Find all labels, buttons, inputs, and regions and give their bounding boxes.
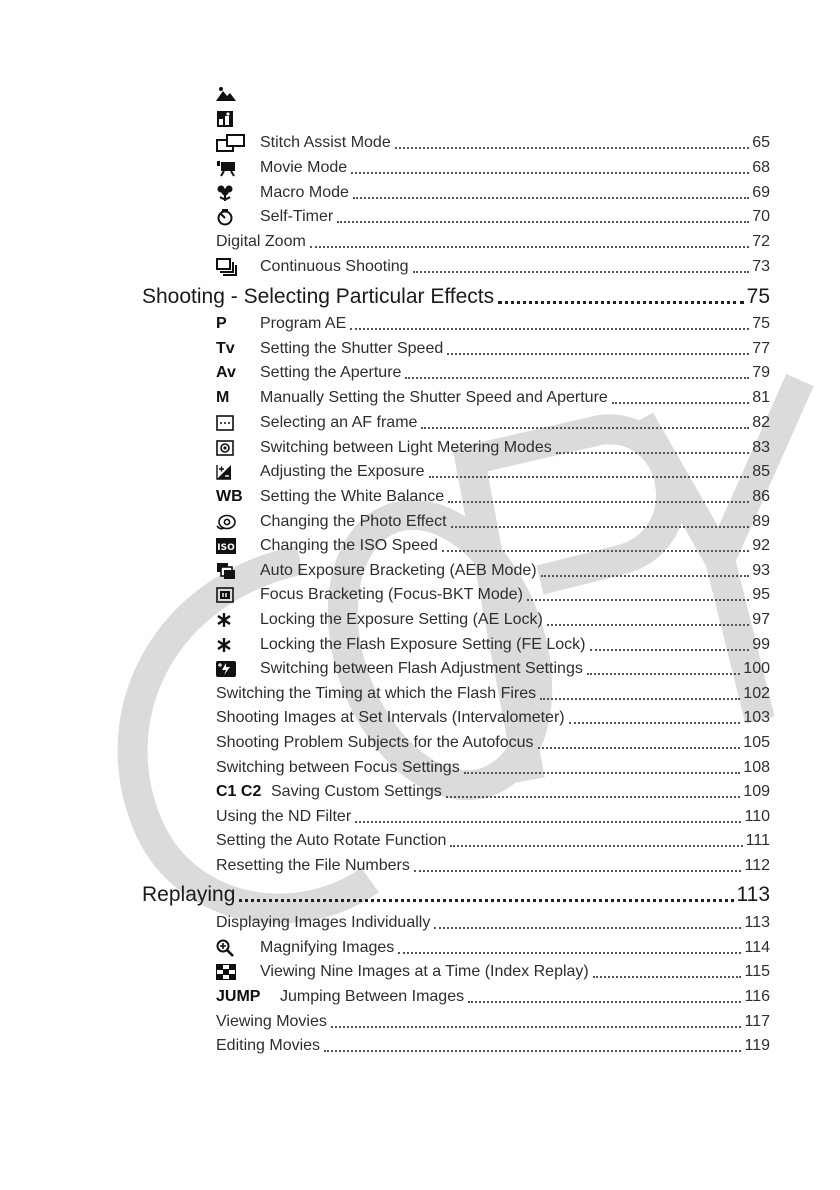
dot-leader [413, 257, 750, 273]
dot-leader [239, 885, 733, 902]
aperture-priority-icon: Av [216, 364, 236, 381]
entry-title: Setting the Aperture [260, 364, 402, 381]
page-number: 105 [743, 734, 770, 751]
dot-leader [405, 363, 749, 379]
page-number: 81 [752, 389, 770, 406]
dot-leader [355, 807, 741, 823]
entry-title: Selecting an AF frame [260, 414, 418, 431]
page-number: 77 [752, 340, 770, 357]
page-number: 113 [736, 883, 770, 906]
jump-icon: JUMP [216, 988, 261, 1005]
toc-entry[interactable] [216, 1035, 770, 1057]
dot-leader [569, 708, 741, 724]
dot-leader [590, 635, 750, 651]
entry-title: Digital Zoom [216, 233, 306, 250]
toc-entry[interactable] [216, 634, 770, 656]
movie-camera-icon [216, 157, 260, 179]
af-frame-icon [216, 412, 260, 434]
dot-leader [324, 1036, 741, 1052]
page-number: 114 [744, 939, 770, 956]
white-balance-icon: WB [216, 488, 243, 505]
dot-leader [451, 512, 750, 528]
dot-leader [464, 758, 741, 774]
entry-title: Self-Timer [260, 208, 334, 225]
dot-leader [593, 962, 742, 978]
fe-lock-icon [216, 634, 260, 656]
dot-leader [442, 536, 749, 552]
dot-leader [450, 831, 742, 847]
entry-title: Viewing Movies [216, 1013, 327, 1030]
iso-icon [216, 535, 260, 557]
toc-entry[interactable] [216, 132, 770, 154]
night-scene-icon [216, 108, 260, 130]
page-number: 95 [752, 586, 770, 603]
page-number: 103 [743, 709, 770, 726]
page-number: 72 [752, 233, 770, 250]
toc-entry[interactable] [216, 855, 770, 877]
entry-title: Manually Setting the Shutter Speed and Aperture [260, 389, 608, 406]
toc-entry[interactable] [216, 511, 770, 533]
metering-icon [216, 437, 260, 459]
toc-entry[interactable] [216, 182, 770, 204]
entry-title: Switching between Light Metering Modes [260, 439, 552, 456]
dot-leader [398, 938, 741, 954]
toc-entry[interactable] [216, 362, 770, 384]
page-number: 116 [744, 988, 770, 1005]
focus-bracketing-icon [216, 584, 260, 606]
page-number: 85 [752, 463, 770, 480]
toc-entry[interactable] [216, 1011, 770, 1033]
toc-entry[interactable] [216, 256, 770, 278]
toc-entry[interactable] [216, 757, 770, 779]
toc-entry[interactable] [216, 231, 770, 253]
entry-title: Setting the Auto Rotate Function [216, 832, 447, 849]
page-number: 99 [752, 636, 770, 653]
entry-title: Displaying Images Individually [216, 914, 431, 931]
toc-entry[interactable] [216, 157, 770, 179]
page-number: 109 [743, 783, 770, 800]
toc-entry[interactable] [216, 781, 770, 803]
page-number: 93 [752, 562, 770, 579]
custom-settings-icon: C1 C2 [216, 783, 262, 800]
page-number: 75 [752, 315, 770, 332]
page-number: 79 [752, 364, 770, 381]
toc-section-heading[interactable] [142, 881, 770, 909]
dot-leader [468, 987, 741, 1003]
toc-entry[interactable] [216, 683, 770, 705]
page-number: 119 [744, 1037, 770, 1054]
page-number: 70 [752, 208, 770, 225]
page-number: 73 [752, 258, 770, 275]
page-number: 115 [744, 963, 770, 980]
toc-entry[interactable] [216, 387, 770, 409]
manual-mode-icon: M [216, 389, 230, 406]
page-number: 112 [744, 857, 770, 874]
toc-entry[interactable] [216, 313, 770, 335]
entry-title: Changing the Photo Effect [260, 513, 447, 530]
page-number: 89 [752, 513, 770, 530]
toc-entry[interactable] [216, 707, 770, 729]
page-number: 82 [752, 414, 770, 431]
photo-effect-icon [216, 511, 260, 533]
ae-lock-icon [216, 609, 260, 631]
section-title: Shooting - Selecting Particular Effects [142, 285, 495, 308]
stitch-assist-icon [216, 132, 260, 154]
continuous-shooting-icon [216, 256, 260, 278]
toc-icon-row[interactable] [216, 108, 246, 130]
entry-title: Focus Bracketing (Focus-BKT Mode) [260, 586, 523, 603]
page-number: 97 [752, 611, 770, 628]
dot-leader [421, 413, 749, 429]
page-number: 68 [752, 159, 770, 176]
toc-entry[interactable] [216, 912, 770, 934]
entry-title: Locking the Exposure Setting (AE Lock) [260, 611, 543, 628]
entry-title: Resetting the File Numbers [216, 857, 410, 874]
dot-leader [310, 232, 749, 248]
toc-entry[interactable] [216, 486, 770, 508]
dot-leader [541, 561, 750, 577]
entry-title: Locking the Flash Exposure Setting (FE Lock) [260, 636, 586, 653]
toc-entry[interactable] [216, 961, 770, 983]
entry-title: Editing Movies [216, 1037, 321, 1054]
page-number: 111 [745, 832, 770, 849]
dot-leader [414, 856, 742, 872]
page-number: 102 [743, 685, 770, 702]
entry-title: Setting the White Balance [260, 488, 445, 505]
toc-entry[interactable] [216, 937, 770, 959]
page-number: 69 [752, 184, 770, 201]
index-replay-icon [216, 961, 260, 983]
page-number: 75 [746, 285, 770, 308]
page-number: 117 [744, 1013, 770, 1030]
aeb-icon [216, 560, 260, 582]
dot-leader [448, 487, 749, 503]
toc-section-heading[interactable] [142, 283, 770, 311]
dot-leader [547, 610, 749, 626]
entry-title: Jumping Between Images [280, 988, 465, 1005]
dot-leader [538, 733, 741, 749]
toc-entry[interactable] [216, 732, 770, 754]
macro-flower-icon [216, 182, 260, 204]
toc-entry[interactable] [216, 338, 770, 360]
dot-leader [612, 388, 749, 404]
dot-leader [434, 913, 741, 929]
dot-leader [587, 659, 740, 675]
toc-entry[interactable] [216, 461, 770, 483]
entry-title: Program AE [260, 315, 347, 332]
dot-leader [395, 133, 749, 149]
dot-leader [556, 438, 749, 454]
entry-title: Auto Exposure Bracketing (AEB Mode) [260, 562, 537, 579]
toc-entry[interactable] [216, 412, 770, 434]
toc-entry[interactable] [216, 437, 770, 459]
shutter-priority-icon: Tv [216, 340, 235, 357]
entry-title: Using the ND Filter [216, 808, 352, 825]
entry-title: Saving Custom Settings [271, 783, 442, 800]
toc-entry[interactable] [216, 806, 770, 828]
entry-title: Adjusting the Exposure [260, 463, 425, 480]
dot-leader [447, 339, 749, 355]
dot-leader [429, 462, 750, 478]
entry-title: Switching between Flash Adjustment Settings [260, 660, 583, 677]
dot-leader [527, 585, 749, 601]
page-number: 113 [744, 914, 770, 931]
magnify-icon [216, 937, 260, 959]
entry-title: Switching the Timing at which the Flash Fires [216, 685, 537, 702]
toc-entry[interactable] [216, 584, 770, 606]
page-number: 86 [752, 488, 770, 505]
dot-leader [351, 158, 749, 174]
exposure-compensation-icon [216, 461, 260, 483]
entry-title: Shooting Problem Subjects for the Autofocus [216, 734, 534, 751]
entry-title: Continuous Shooting [260, 258, 409, 275]
entry-title: Macro Mode [260, 184, 349, 201]
dot-leader [350, 314, 749, 330]
dot-leader [446, 782, 741, 798]
entry-title: Stitch Assist Mode [260, 134, 391, 151]
toc-entry[interactable] [216, 609, 770, 631]
program-ae-icon: P [216, 315, 227, 332]
section-title: Replaying [142, 883, 236, 906]
entry-title: Changing the ISO Speed [260, 537, 438, 554]
flash-adjustment-icon [216, 658, 260, 680]
entry-title: Setting the Shutter Speed [260, 340, 444, 357]
toc-icon-row[interactable] [216, 83, 246, 105]
toc-entry[interactable] [216, 206, 770, 228]
dot-leader [337, 207, 749, 223]
toc-entry[interactable] [216, 986, 770, 1008]
dot-leader [498, 287, 744, 304]
page-number: 110 [744, 808, 770, 825]
page-number: 83 [752, 439, 770, 456]
entry-title: Movie Mode [260, 159, 348, 176]
toc-entry[interactable] [216, 535, 770, 557]
page-number: 100 [743, 660, 770, 677]
page-number: 65 [752, 134, 770, 151]
svg-text:ISO: ISO [217, 543, 235, 553]
entry-title: Viewing Nine Images at a Time (Index Replay) [260, 963, 589, 980]
toc-entry[interactable] [216, 658, 770, 680]
toc-entry[interactable] [216, 560, 770, 582]
entry-title: Switching between Focus Settings [216, 759, 460, 776]
entry-title: Shooting Images at Set Intervals (Intervalometer) [216, 709, 565, 726]
toc-entry[interactable] [216, 830, 770, 852]
page-number: 108 [743, 759, 770, 776]
dot-leader [331, 1012, 742, 1028]
page-number: 92 [752, 537, 770, 554]
entry-title: Magnifying Images [260, 939, 395, 956]
dot-leader [540, 684, 740, 700]
mountain-landscape-icon [216, 83, 260, 105]
dot-leader [353, 183, 749, 199]
self-timer-icon [216, 206, 260, 228]
